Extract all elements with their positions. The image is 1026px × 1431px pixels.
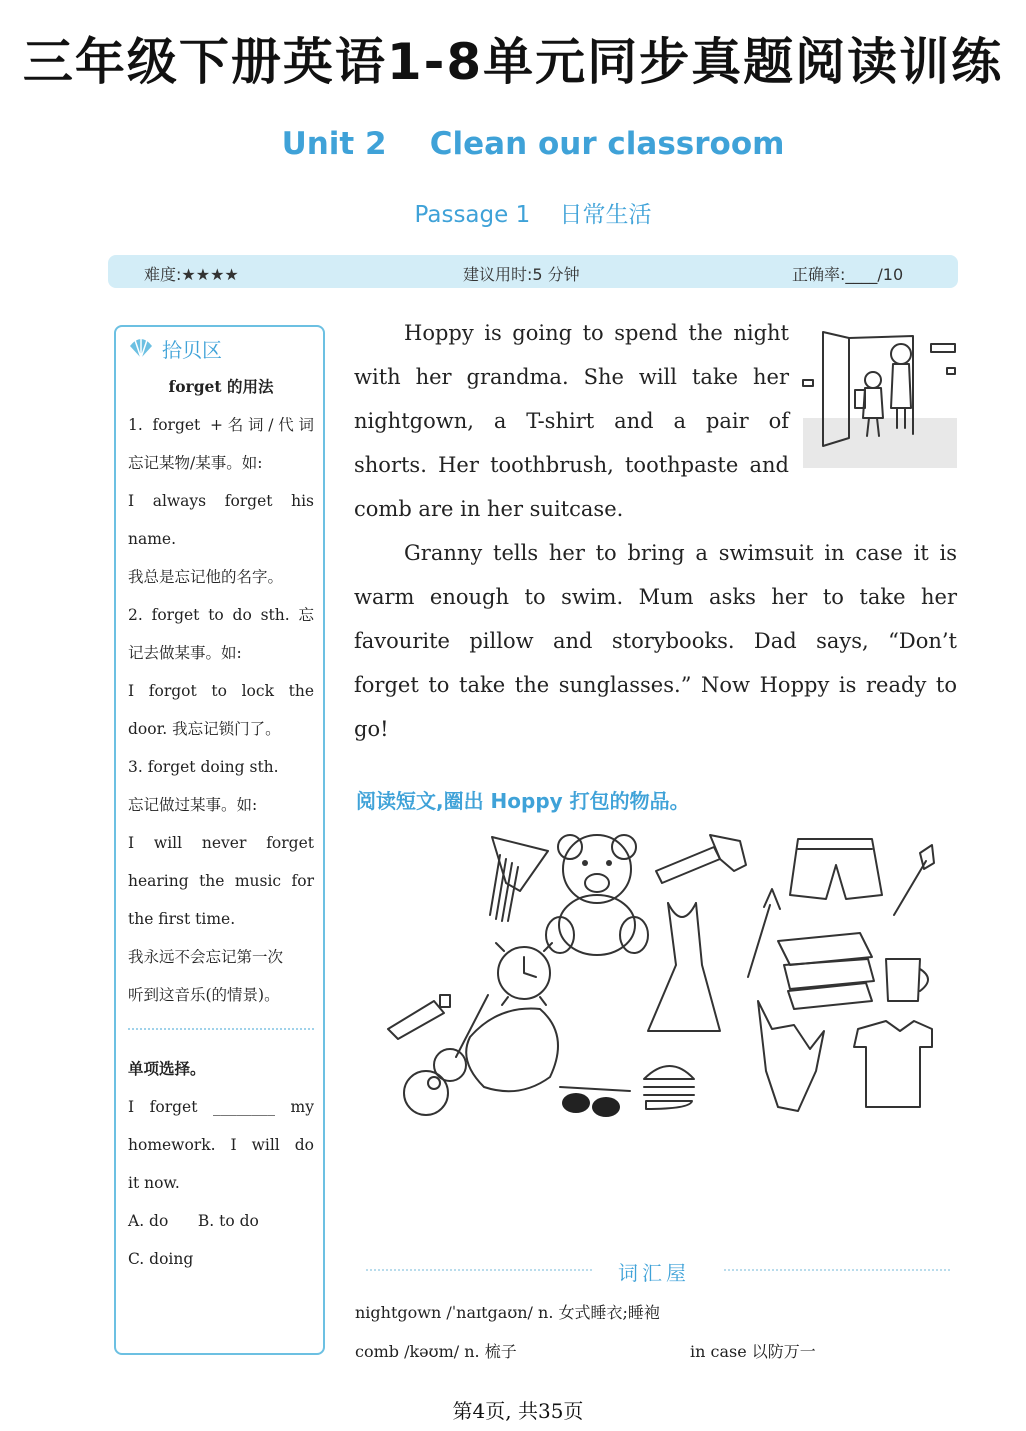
toothbrush-icon <box>894 845 934 915</box>
fork-icon <box>748 889 780 977</box>
passage-title: Passage 1 日常生活 <box>414 202 652 228</box>
sidebar-line: 1. forget +名词/代词 <box>128 416 314 434</box>
passage-line: go! <box>354 717 389 741</box>
sidebar-line: I forgot to lock the <box>128 682 314 700</box>
passage-line: Hoppy is going to spend the night <box>404 321 789 345</box>
vocab-divider-right <box>724 1269 950 1271</box>
sidebar-line: door. 我忘记锁门了。 <box>128 720 281 738</box>
shorts-icon <box>790 839 882 899</box>
sidebar-title: 拾贝区 <box>162 338 222 362</box>
passage-line: with her grandma. She will take her <box>354 365 789 389</box>
nightgown-icon <box>648 903 720 1031</box>
guitar-icon <box>404 995 488 1115</box>
comb-icon <box>490 837 548 921</box>
vocab-divider-left <box>366 1269 592 1271</box>
exercise-line: it now. <box>128 1174 180 1192</box>
sidebar-line: 忘记做过某事。如: <box>128 796 258 814</box>
sidebar-line: 记去做某事。如: <box>128 644 242 662</box>
girl-leaving-illustration <box>801 328 959 470</box>
vocab-entry: comb /kəʊm/ n. 梳子 <box>355 1342 517 1361</box>
page-title: 三年级下册英语1-8单元同步真题阅读训练 <box>22 33 1004 91</box>
mug-icon <box>886 959 928 1001</box>
passage-line: warm enough to swim. Mum asks her to take her <box>354 585 957 609</box>
vocab-title: 词汇屋 <box>618 1261 690 1285</box>
pillow-icon <box>466 1009 558 1092</box>
shell-icon <box>128 336 154 360</box>
sidebar-divider <box>128 1028 314 1030</box>
vocab-entry: nightgown /ˈnaɪtgaʊn/ n. 女式睡衣;睡袍 <box>355 1303 660 1322</box>
sidebar-line: 忘记某物/某事。如: <box>128 454 263 472</box>
sidebar-line: the first time. <box>128 910 236 928</box>
passage-line: comb are in her suitcase. <box>354 497 624 521</box>
passage-line: Granny tells her to bring a swimsuit in case it is <box>404 541 957 565</box>
unit-title: Unit 2 Clean our classroom <box>281 126 785 162</box>
accuracy-label: 正确率:____/10 <box>792 265 904 284</box>
sidebar-line: 我总是忘记他的名字。 <box>128 568 284 586</box>
sidebar-line: 我永远不会忘记第一次 <box>128 948 284 966</box>
sidebar-heading: forget 的用法 <box>168 377 274 396</box>
info-bar <box>108 255 958 288</box>
passage-line: forget to take the sunglasses.” Now Hoppy is ready to <box>354 673 957 697</box>
teddy-bear-icon <box>546 835 648 955</box>
passage-line: shorts. Her toothbrush, toothpaste and <box>354 453 789 477</box>
passage-line: favourite pillow and storybooks. Dad says, “Don’t <box>354 629 957 653</box>
alarm-clock-icon <box>496 943 552 1005</box>
page-number: 第4页, 共35页 <box>452 1399 584 1423</box>
task-instruction: 阅读短文,圈出 Hoppy 打包的物品。 <box>356 789 690 813</box>
toothpaste-icon <box>388 995 450 1039</box>
suggested-time-label: 建议用时:5 分钟 <box>463 265 580 284</box>
exercise-line: I forget ________ my <box>128 1098 314 1116</box>
sidebar-line: name. <box>128 530 177 548</box>
sidebar-line: I always forget his <box>128 492 314 510</box>
sidebar-line: 2. forget to do sth. 忘 <box>128 606 314 624</box>
passage-line: nightgown, a T-shirt and a pair of <box>354 409 789 433</box>
exercise-title: 单项选择。 <box>128 1059 206 1078</box>
sidebar-line: hearing the music for <box>128 872 314 890</box>
exercise-option-line: A. do B. to do <box>128 1212 259 1230</box>
items-illustration <box>380 825 960 1125</box>
exercise-line: homework. I will do <box>128 1136 314 1154</box>
exercise-option-line: C. doing <box>128 1250 194 1268</box>
t-shirt-icon <box>854 1021 932 1107</box>
sunglasses-icon <box>560 1087 630 1117</box>
hammer-icon <box>656 835 746 883</box>
vocab-entry: in case 以防万一 <box>690 1342 816 1361</box>
hamburger-icon <box>644 1066 694 1109</box>
sidebar-line: 听到这音乐(的情景)。 <box>128 986 280 1004</box>
difficulty-label: 难度:★★★★ <box>144 265 239 284</box>
sidebar-line: 3. forget doing sth. <box>128 758 279 776</box>
storybooks-icon <box>778 933 874 1009</box>
sidebar-line: I will never forget <box>128 834 314 852</box>
swimsuit-icon <box>758 1001 824 1111</box>
